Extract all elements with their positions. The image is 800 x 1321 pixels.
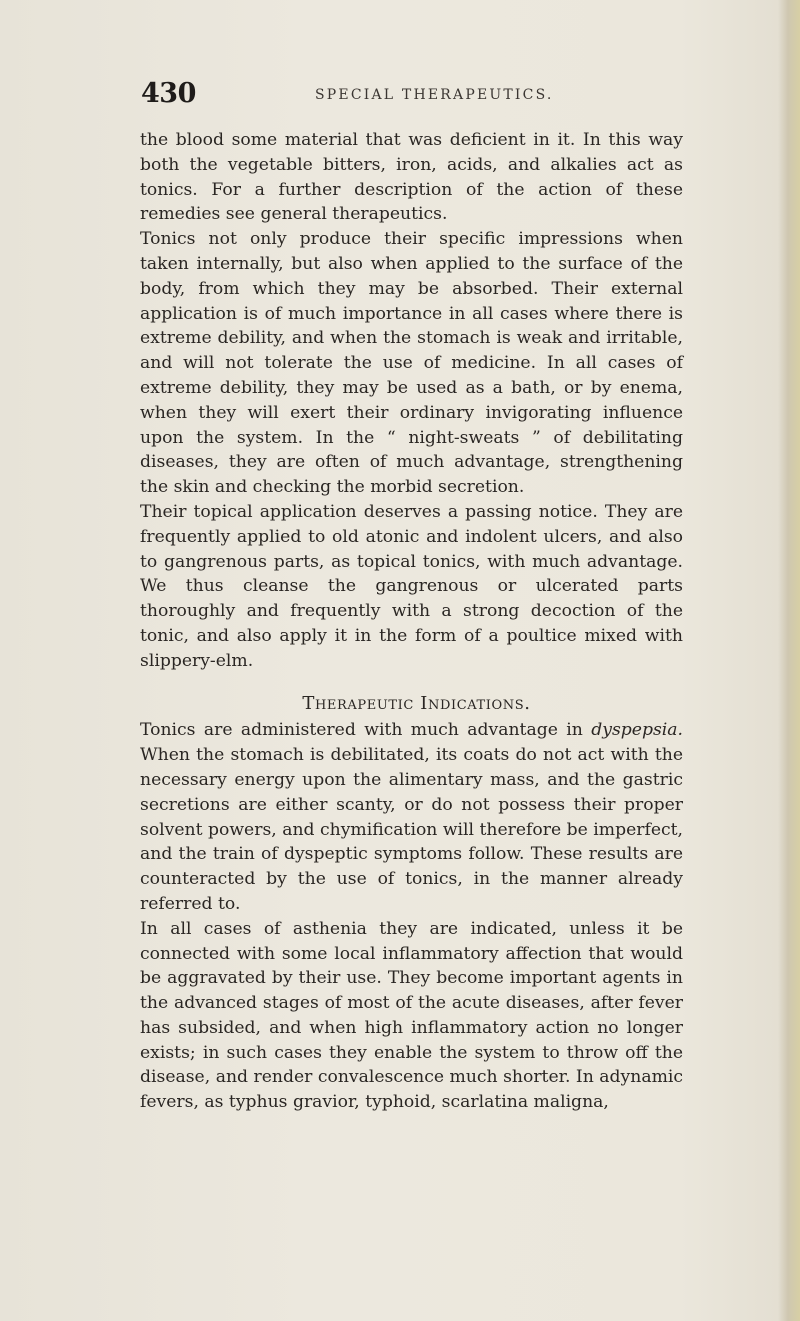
page-edge-shadow [778, 0, 800, 1321]
paragraph-dyspepsia [140, 718, 683, 916]
dyspepsia-body-text: When the stomach is debilitated, its coats do not act with the necessary energy upon the alimentary mass, and the gastric secretions are either scanty, or do not possess their proper solvent powers, and chymification will therefore be imperfect, and the train of dyspeptic symptoms follow. These results are counteracted by the use of tonics, in the manner already referred to. [140, 745, 683, 914]
paragraph-topical-application: Their topical application deserves a passing notice. They are frequently applied to old atonic and indolent ulcers, and also to gangrenous parts, as topical tonics, with much advantage. We thus cleanse the gangrenous or ulcerated parts thoroughly and frequently with a strong decoction of the tonic, and also apply it in the form of a poultice mixed with slippery-elm. [140, 501, 683, 671]
dyspepsia-term: dyspepsia. [591, 720, 683, 741]
body-text [140, 128, 683, 1115]
section-heading: Therapeutic Indications. [302, 692, 531, 714]
running-head: SPECIAL THERAPEUTICS. [315, 87, 554, 103]
dyspepsia-lead-text: Tonics are administered with much advantage in [140, 720, 592, 741]
paragraph-external-application: Tonics not only produce their specific impressions when taken internally, but also when applied to the surface of the body, from which they may be absorbed. Their external application is of much importance in all cases where there is extreme debility, and when the stomach is weak and irritable, and will not tolerate the use of medicine. In all cases of extreme debility, they may be used as a bath, or by enema, when they will exert their ordinary invigorating influence upon the system. In the “ night-sweats ” of debilitating diseases, they are often of much advantage, strengthening the skin and checking the morbid secretion. [140, 229, 683, 498]
page-header [137, 78, 777, 118]
paragraph-continuation: the blood some material that was deficient in it. In this way both the vegetable bitters, iron, acids, and alkalies act as tonics. For a further description of the action of these remedies see general therapeutics. [140, 130, 683, 225]
paragraph-asthenia: In all cases of asthenia they are indicated, unless it be connected with some local inflammatory affection that would be aggravated by their use. They become important agents in the advanced stages of most of the acute diseases, after fever has subsided, and when high inflammatory action no longer exists; in such cases they enable the system to throw off the disease, and render convalescence much shorter. In adynamic fevers, as typhus gravior, typhoid, scarlatina maligna, [140, 918, 683, 1113]
page-number: 430 [141, 78, 196, 109]
